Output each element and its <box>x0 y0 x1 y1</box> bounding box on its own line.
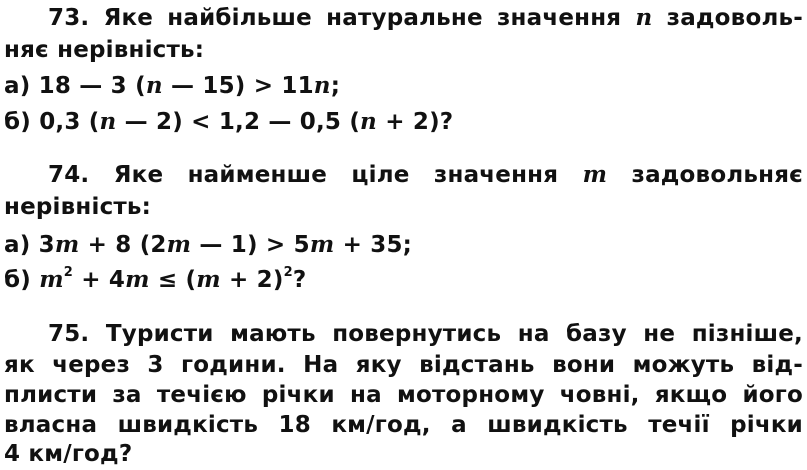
expr: ≤ ( <box>149 267 197 293</box>
var: m <box>166 231 192 258</box>
var: m <box>309 231 335 258</box>
problem-73-text: Яке найбільше натуральне значення <box>103 5 622 31</box>
problem-73-variable: n <box>635 4 653 31</box>
part-label: б) <box>4 267 31 293</box>
var: m <box>54 231 80 258</box>
var: n <box>360 108 377 135</box>
expr: + 2)? <box>376 109 454 135</box>
problem-74-line2: нерівність: <box>4 194 152 220</box>
expr: + 4 <box>73 267 126 293</box>
expr: ? <box>292 267 307 293</box>
problem-75-line3 <box>4 381 803 409</box>
problem-75-text: власна швидкість 18 км/год, а швидкість течії річки <box>4 412 803 438</box>
exponent: 2 <box>283 265 293 281</box>
var: n <box>145 72 163 99</box>
problem-74-line1 <box>48 161 803 189</box>
problem-75-text: плисти за течією річки на моторному човні, якщо його <box>4 382 803 408</box>
var: n <box>99 108 117 135</box>
problem-73-number: 73. <box>48 5 90 31</box>
problem-75-number: 75. <box>48 321 90 347</box>
problem-74-text-end: задовольняє <box>631 162 803 188</box>
part-label: а) <box>4 73 31 99</box>
var: m <box>196 266 221 293</box>
exponent: 2 <box>63 265 73 281</box>
var: m <box>39 266 64 293</box>
problem-74-variable: m <box>582 161 608 188</box>
problem-74-part-b <box>4 266 803 294</box>
expr: — 15) > 11 <box>162 73 314 99</box>
problem-73-line1 <box>48 4 803 32</box>
expr: — 1) > 5 <box>191 232 310 258</box>
problem-75-line4 <box>4 411 803 439</box>
expr: + 2) <box>220 267 284 293</box>
problem-73-part-a <box>4 72 803 100</box>
problem-75-line5: 4 км/год? <box>4 441 133 467</box>
problem-74-number: 74. <box>48 162 90 188</box>
problem-75-text: Туристи мають повернутись на базу не пізніше, <box>105 321 803 347</box>
problem-75-text: як через 3 години. На яку відстань вони можуть від- <box>4 352 803 378</box>
problem-74-text: Яке найменше ціле значення <box>113 162 559 188</box>
expr: 0,3 ( <box>39 109 100 135</box>
expr: + 8 (2 <box>79 232 167 258</box>
var: n <box>313 72 331 99</box>
problem-74-part-a <box>4 231 803 259</box>
expr: + 35; <box>334 232 413 258</box>
problem-75-line1 <box>48 320 803 348</box>
expr: 3 <box>38 232 55 258</box>
problem-75-line2 <box>4 351 803 379</box>
var: m <box>125 266 150 293</box>
expr: 18 — 3 ( <box>38 73 146 99</box>
part-label: а) <box>4 232 31 258</box>
problem-73-line2: няє нерівність: <box>4 37 205 63</box>
problem-73-part-b <box>4 108 803 136</box>
problem-73-text-end: задоволь- <box>666 5 803 31</box>
part-label: б) <box>4 109 31 135</box>
expr: ; <box>330 73 341 99</box>
expr: — 2) < 1,2 — 0,5 ( <box>116 109 361 135</box>
